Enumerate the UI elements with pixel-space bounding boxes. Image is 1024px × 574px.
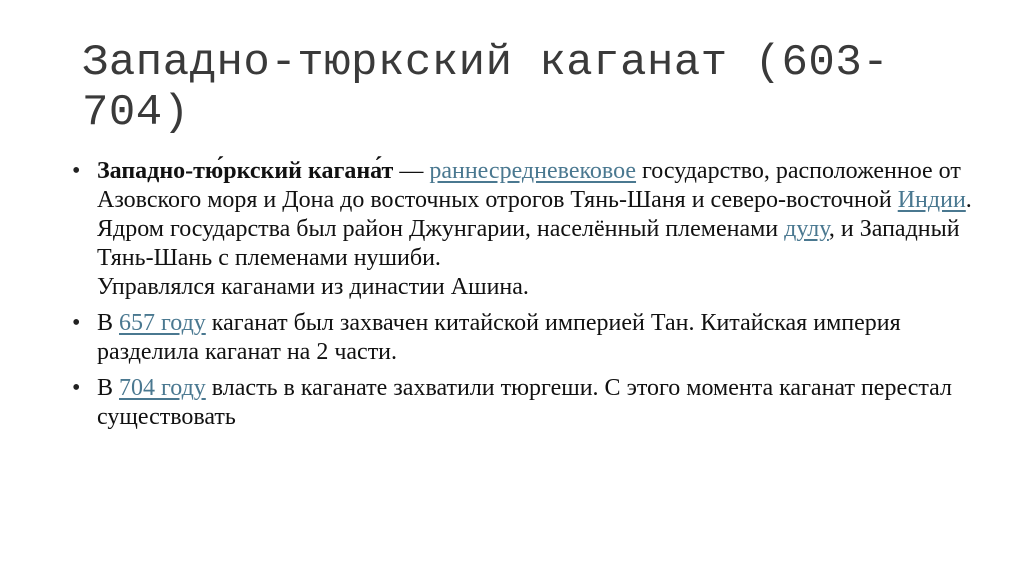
link-india[interactable]: Индии [897,187,966,213]
bullet-text: В [97,375,120,401]
bullet-item-definition [72,157,972,302]
link-704-year[interactable]: 704 году [119,375,206,401]
slide-title [82,38,962,138]
link-657-year[interactable]: 657 году [119,310,206,336]
bullet-text: власть в каганате захватили тюргеши. С этого момента каганат перестал существовать [97,375,952,430]
title-line-2: 704) [82,88,190,138]
bullet-text: каганат был захвачен китайской империей Тан. Китайская империя разделила каганат на 2 части. [97,310,901,365]
bullet-icon: • [72,310,81,336]
bullet-dash: — [393,158,430,184]
bullet-item-704 [72,374,972,432]
bullet-text: государство, расположенное от Азовского моря и Дона до восточных отрогов Тянь-Шаня и северо-восточной [97,158,961,213]
bullet-text: , и Западный Тянь-Шань с племенами нушиби. [97,216,960,271]
bullet-icon: • [72,158,81,184]
title-line-1: Западно-тюркский каганат (603- [82,38,890,88]
bullet-icon: • [72,375,81,401]
bullet-item-657 [72,309,972,367]
link-early-medieval[interactable]: раннесредневековое [429,158,637,184]
link-dulu[interactable]: дулу [784,216,829,242]
bullet-term: Западно-тю́ркский кагана́т [97,158,394,184]
bullet-list [72,157,972,439]
bullet-text: В [97,310,120,336]
bullet-text: Управлялся каганами из династии Ашина. [97,274,529,300]
bullet-text: . Ядром государства был район Джунгарии, населённый племенами [97,187,972,242]
